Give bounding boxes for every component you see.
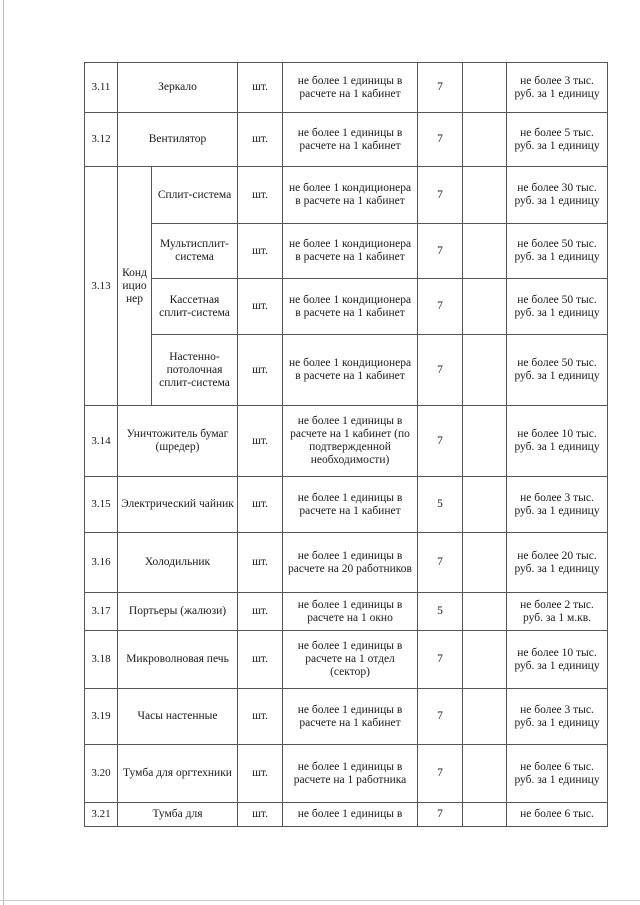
price-norm: не более 2 тыс. руб. за 1 м.кв. [507,593,608,631]
item-name: Электрический чайник [118,477,238,533]
sub-item-name: Настенно-потолочная сплит-система [152,335,238,406]
service-term: 7 [418,167,463,224]
price-norm: не более 50 тыс. руб. за 1 единицу [507,224,608,279]
service-term: 7 [418,803,463,827]
quantity-norm: не более 1 единицы в расчете на 1 кабинет (по подтвержденной необходимости) [283,406,418,477]
price-norm: не более 6 тыс. [507,803,608,827]
item-name: Тумба для [118,803,238,827]
service-term: 7 [418,533,463,593]
item-name: Уничтожитель бумаг (шредер) [118,406,238,477]
sub-item-name: Мультисплит-система [152,224,238,279]
price-norm: не более 3 тыс. руб. за 1 единицу [507,63,608,113]
table-row [85,335,608,406]
row-number: 3.11 [85,63,118,113]
quantity-norm: не более 1 единицы в расчете на 20 работников [283,533,418,593]
unit-cell: шт. [238,593,283,631]
service-term: 7 [418,631,463,689]
item-name: Холодильник [118,533,238,593]
unit-cell: шт. [238,224,283,279]
price-norm: не более 50 тыс. руб. за 1 единицу [507,335,608,406]
unit-cell: шт. [238,167,283,224]
table-row [85,63,608,113]
table-row [85,224,608,279]
row-number: 3.18 [85,631,118,689]
service-term: 7 [418,689,463,745]
empty-cell [463,533,507,593]
page-edge [3,0,4,905]
empty-cell [463,167,507,224]
quantity-norm: не более 1 кондиционера в расчете на 1 кабинет [283,335,418,406]
empty-cell [463,279,507,335]
norms-table [84,62,608,827]
quantity-norm: не более 1 единицы в [283,803,418,827]
row-number: 3.19 [85,689,118,745]
service-term: 5 [418,593,463,631]
quantity-norm: не более 1 единицы в расчете на 1 кабинет [283,689,418,745]
quantity-norm: не более 1 единицы в расчете на 1 кабинет [283,113,418,167]
row-number: 3.12 [85,113,118,167]
item-name: Микроволновая печь [118,631,238,689]
quantity-norm: не более 1 кондиционера в расчете на 1 кабинет [283,167,418,224]
table-row [85,113,608,167]
table-row [85,477,608,533]
unit-cell: шт. [238,335,283,406]
empty-cell [463,224,507,279]
item-name: Портьеры (жалюзи) [118,593,238,631]
empty-cell [463,803,507,827]
table-row [85,631,608,689]
price-norm: не более 10 тыс. руб. за 1 единицу [507,631,608,689]
table-row [85,593,608,631]
service-term: 7 [418,113,463,167]
empty-cell [463,406,507,477]
table-row [85,406,608,477]
empty-cell [463,113,507,167]
row-number: 3.13 [85,167,118,406]
table-row [85,745,608,803]
row-number: 3.20 [85,745,118,803]
item-group-name: Кондиционер [118,167,152,406]
sub-item-name: Сплит-система [152,167,238,224]
quantity-norm: не более 1 единицы в расчете на 1 работника [283,745,418,803]
quantity-norm: не более 1 кондиционера в расчете на 1 кабинет [283,279,418,335]
price-norm: не более 20 тыс. руб. за 1 единицу [507,533,608,593]
empty-cell [463,335,507,406]
service-term: 7 [418,335,463,406]
quantity-norm: не более 1 единицы в расчете на 1 кабинет [283,63,418,113]
row-number: 3.15 [85,477,118,533]
price-norm: не более 50 тыс. руб. за 1 единицу [507,279,608,335]
item-name: Часы настенные [118,689,238,745]
quantity-norm: не более 1 единицы в расчете на 1 кабинет [283,477,418,533]
unit-cell: шт. [238,63,283,113]
price-norm: не более 3 тыс. руб. за 1 единицу [507,689,608,745]
price-norm: не более 5 тыс. руб. за 1 единицу [507,113,608,167]
service-term: 7 [418,224,463,279]
price-norm: не более 6 тыс. руб. за 1 единицу [507,745,608,803]
table-row [85,533,608,593]
unit-cell: шт. [238,745,283,803]
page-edge [0,900,640,901]
row-number: 3.17 [85,593,118,631]
unit-cell: шт. [238,689,283,745]
item-name: Зеркало [118,63,238,113]
quantity-norm: не более 1 кондиционера в расчете на 1 кабинет [283,224,418,279]
service-term: 7 [418,279,463,335]
empty-cell [463,477,507,533]
item-name: Вентилятор [118,113,238,167]
empty-cell [463,689,507,745]
empty-cell [463,593,507,631]
service-term: 7 [418,745,463,803]
table-row [85,167,608,224]
service-term: 7 [418,406,463,477]
unit-cell: шт. [238,477,283,533]
empty-cell [463,631,507,689]
unit-cell: шт. [238,803,283,827]
sub-item-name: Кассетная сплит-система [152,279,238,335]
table-row [85,689,608,745]
service-term: 7 [418,63,463,113]
service-term: 5 [418,477,463,533]
row-number: 3.14 [85,406,118,477]
quantity-norm: не более 1 единицы в расчете на 1 отдел (сектор) [283,631,418,689]
unit-cell: шт. [238,113,283,167]
price-norm: не более 10 тыс. руб. за 1 единицу [507,406,608,477]
row-number: 3.16 [85,533,118,593]
row-number: 3.21 [85,803,118,827]
price-norm: не более 3 тыс. руб. за 1 единицу [507,477,608,533]
price-norm: не более 30 тыс. руб. за 1 единицу [507,167,608,224]
table-row [85,279,608,335]
empty-cell [463,63,507,113]
quantity-norm: не более 1 единицы в расчете на 1 окно [283,593,418,631]
table-row [85,803,608,827]
unit-cell: шт. [238,279,283,335]
unit-cell: шт. [238,631,283,689]
empty-cell [463,745,507,803]
unit-cell: шт. [238,533,283,593]
item-name: Тумба для оргтехники [118,745,238,803]
unit-cell: шт. [238,406,283,477]
